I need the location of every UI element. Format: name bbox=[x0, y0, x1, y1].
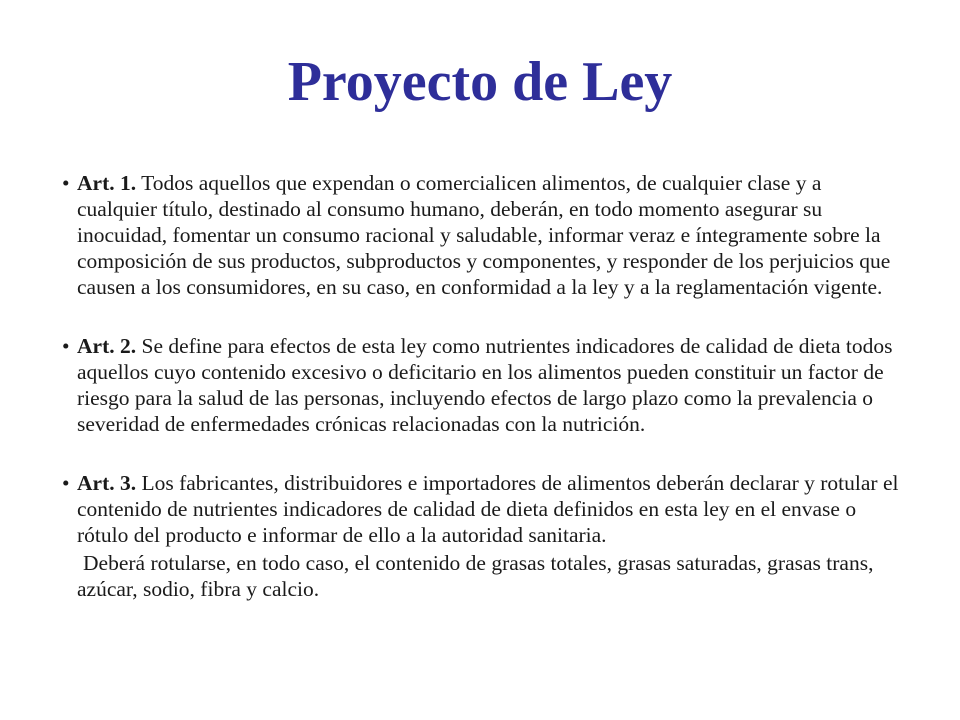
article-list bbox=[62, 170, 902, 602]
article-body bbox=[77, 170, 902, 300]
article-label: Art. 2. bbox=[77, 334, 137, 358]
article-text: Se define para efectos de esta ley como nutrientes indicadores de calidad de dieta todos aquellos cuyo contenido excesivo o deficitario en los alimentos pueden constituir un factor de riesgo para la salud de las personas, incluyendo efectos de largo plazo como la prevalencia o severidad de enfermedades crónicas relacionadas con la nutrición. bbox=[77, 334, 893, 436]
article-label: Art. 1. bbox=[77, 171, 137, 195]
article-item bbox=[62, 170, 902, 300]
bullet-marker: • bbox=[62, 334, 70, 358]
article-body bbox=[77, 333, 902, 437]
article-text: Todos aquellos que expendan o comercialicen alimentos, de cualquier clase y a cualquier título, destinado al consumo humano, deberán, en todo momento asegurar su inocuidad, fomentar un consumo racional y saludable, informar veraz e íntegramente sobre la composición de sus productos, subproductos y componentes, y responder de los perjuicios que causen a los consumidores, en su caso, en conformidad a la ley y a la reglamentación vigente. bbox=[77, 171, 891, 299]
slide-title: Proyecto de Ley bbox=[287, 51, 673, 113]
bullet-marker: • bbox=[62, 171, 70, 195]
article-item bbox=[62, 333, 902, 437]
article-text: Los fabricantes, distribuidores e importadores de alimentos deberán declarar y rotular el contenido de nutrientes indicadores de calidad de dieta definidos en esta ley en el envase o rótulo del producto e informar de ello a la autoridad sanitaria. bbox=[77, 471, 899, 547]
article-label: Art. 3. bbox=[77, 471, 137, 495]
article-3-note bbox=[62, 550, 902, 602]
article-item bbox=[62, 470, 902, 548]
article-body bbox=[77, 470, 902, 548]
note-text: Deberá rotularse, en todo caso, el contenido de grasas totales, grasas saturadas, grasas trans, azúcar, sodio, fibra y calcio. bbox=[77, 551, 874, 601]
bullet-marker: • bbox=[62, 471, 70, 495]
